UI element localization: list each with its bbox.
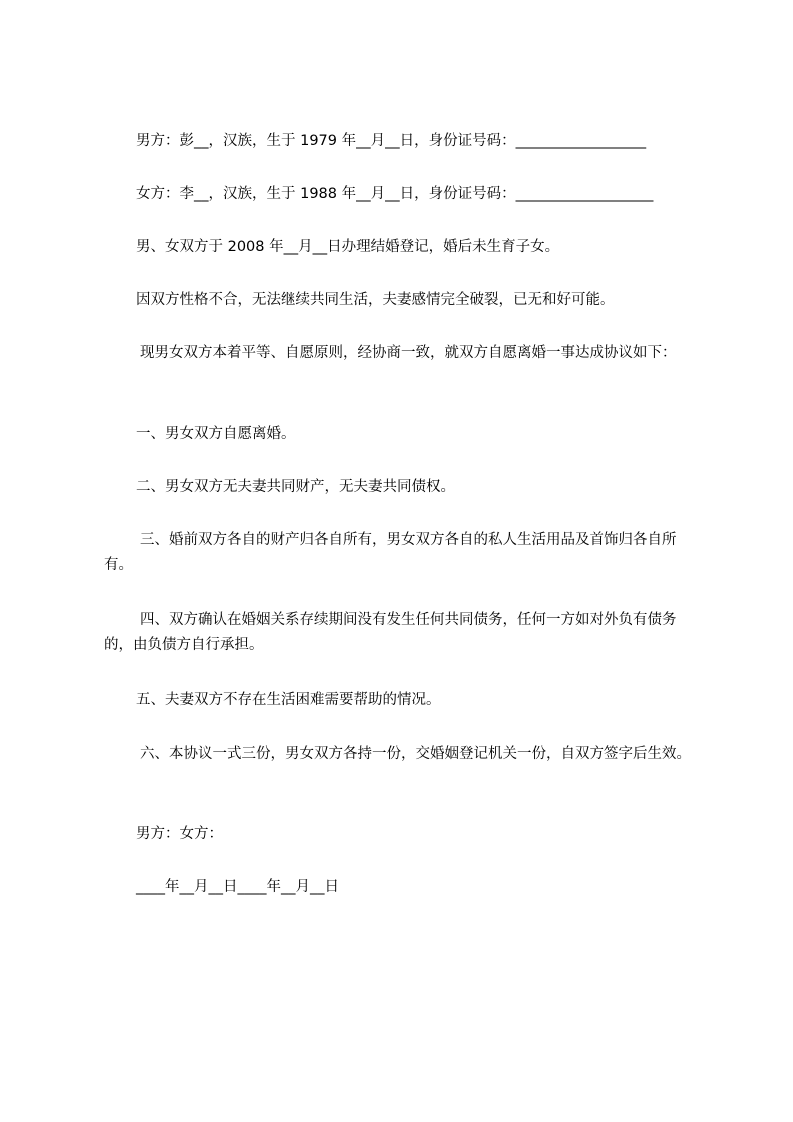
- husband-info: 男方：彭__，汉族，生于 1979 年__月__日，身份证号码：__________________: [136, 133, 647, 149]
- clause-2: 二、男女双方无夫妻共同财产，无夫妻共同债权。: [136, 479, 455, 495]
- divorce-reason: 因双方性格不合，无法继续共同生活，夫妻感情完全破裂，已无和好可能。: [136, 292, 615, 308]
- wife-info: 女方：李__，汉族，生于 1988 年__月__日，身份证号码：___________________: [136, 186, 654, 202]
- clause-1: 一、男女双方自愿离婚。: [136, 426, 296, 442]
- clause-4: 四、双方确认在婚姻关系存续期间没有发生任何共同债务，任何一方如对外负有债务的，由负债方自行承担。: [104, 612, 677, 653]
- agreement-intro: 现男女双方本着平等、自愿原则，经协商一致，就双方自愿离婚一事达成协议如下：: [140, 345, 677, 361]
- signature-line: 男方：女方：: [136, 826, 223, 842]
- date-line: ____年__月__日____年__月__日: [136, 879, 339, 895]
- marriage-registration: 男、女双方于 2008 年__月__日办理结婚登记，婚后未生育子女。: [136, 239, 560, 255]
- clause-3: 三、婚前双方各自的财产归各自所有，男女双方各自的私人生活用品及首饰归各自所有。: [104, 532, 677, 573]
- clause-6: 六、本协议一式三份，男女双方各持一份，交婚姻登记机关一份，自双方签字后生效。: [140, 746, 691, 762]
- clause-5: 五、夫妻双方不存在生活困难需要帮助的情况。: [136, 692, 441, 708]
